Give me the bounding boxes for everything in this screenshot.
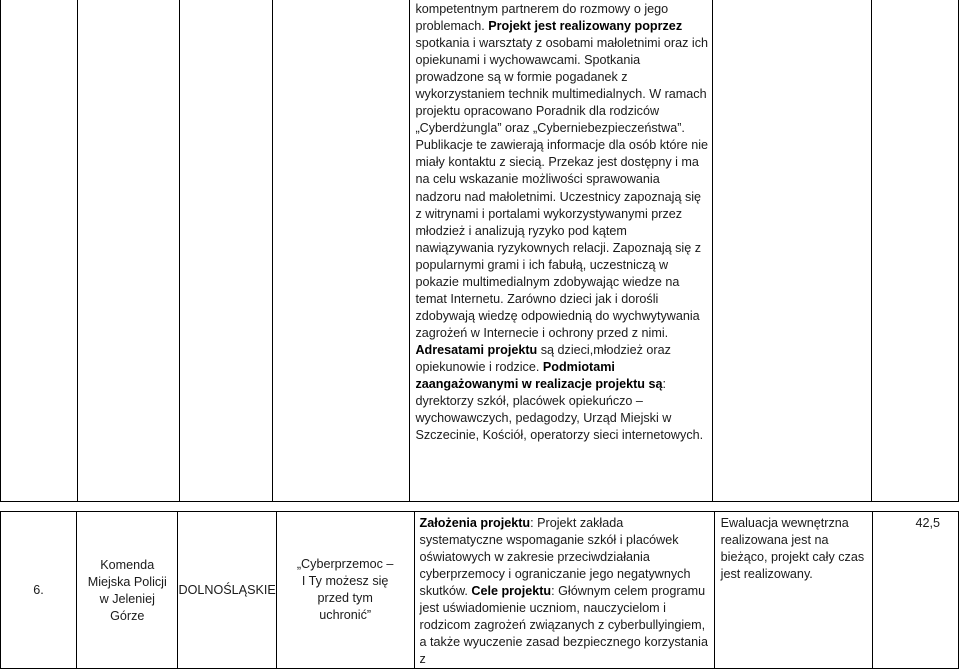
- table-row: [1, 512, 959, 669]
- bold-text-segment: Cele projektu: [471, 584, 552, 599]
- institution-cell: [77, 512, 178, 669]
- number-cell: [1, 0, 78, 501]
- voivodeship-name: DOLNOŚLĄSKIE: [178, 582, 276, 597]
- project-title: „Cyberprzemoc – I Ty możesz się przed tym uchronić”: [296, 557, 394, 623]
- bold-text-segment: Podmiotami zaangażowanymi w realizacje projektu są: [415, 359, 663, 392]
- bold-text-segment: Adresatami projektu: [415, 342, 538, 357]
- text-segment: są dzieci,młodzież oraz opiekunowie i rodzice.: [415, 342, 671, 374]
- text-segment: : Głównym celem programu jest uświadomienie uczniom, nauczycielom i rodzicom zagrożeń związanych z cyberbullyingiem, a także wyuczenie zasad bezpiecznego korzystania z: [419, 584, 708, 667]
- score-cell: [872, 0, 959, 501]
- voivodeship-cell: [179, 0, 272, 501]
- row-number: 6.: [33, 582, 44, 597]
- institution-name: Komenda Miejska Policji w Jeleniej Górze: [87, 558, 167, 624]
- evaluation-text: Ewaluacja wewnętrzna realizowana jest na bieżąco, projekt cały czas jest realizowany.: [720, 516, 865, 582]
- voivodeship-cell: [178, 512, 276, 669]
- score-cell: [872, 512, 959, 669]
- text-segment: kompetentnym partnerem do rozmowy o jego problemach.: [415, 2, 669, 34]
- text-segment: : dyrektorzy szkół, placówek opiekuńczo – wychowawczych, pedagodzy, Urząd Miejski w Szczecinie, Kościół, operatorzy sieci internetowych.: [415, 377, 704, 443]
- table-row-6: [0, 511, 959, 669]
- bold-text-segment: Założenia projektu: [419, 516, 531, 530]
- project-description: [420, 515, 710, 668]
- project-title-cell: [272, 0, 410, 501]
- table-row: [1, 0, 959, 501]
- number-cell: [1, 512, 77, 669]
- evaluation-cell: [713, 0, 872, 501]
- project-description: [415, 1, 708, 444]
- institution-cell: [77, 0, 179, 501]
- bold-text-segment: Projekt jest realizowany poprzez: [488, 19, 683, 34]
- description-cell: [414, 512, 714, 669]
- evaluation-cell: [714, 512, 872, 669]
- text-segment: spotkania i warsztaty z osobami małoletnimi oraz ich opiekunami i wychowawcami. Spotkania prowadzone są w formie pogadanek z wykorzystaniem technik multimedialnych. W ramach projektu opracowano Poradnik dla rodziców „Cyberdżungla” oraz „Cyberniebezpieczeństwa”. Publikacje te zawierają informacje dla osób które nie miały kontaktu z siecią. Przekaz jest dostępny i ma na celu wskazanie możliwości sprawowania nadzoru nad małoletnimi. Uczestnicy zapoznają się z witrynami i portalami wykorzystywanymi przez młodzież i analizują ryzyko pod kątem nawiązywania ryzykownych relacji. Zapoznają się z popularnymi grami i ich fabułą, uczestniczą w pokazie multimedialnym zdobywając wiedze na temat Internetu. Zarówno dzieci jak i dorośli zdobywają wiedzę odpowiednią do wychwytywania zagrożeń w Internecie i ochrony przed z nimi.: [415, 36, 709, 340]
- description-cell: [410, 0, 713, 501]
- project-title-cell: [276, 512, 414, 669]
- score-value: 42,5: [915, 516, 940, 530]
- text-segment: : Projekt zakłada systematyczne wspomaganie szkół i placówek oświatowych w zakresie przeciwdziałania cyberprzemocy i ograniczanie jego negatywnych skutków.: [419, 516, 691, 599]
